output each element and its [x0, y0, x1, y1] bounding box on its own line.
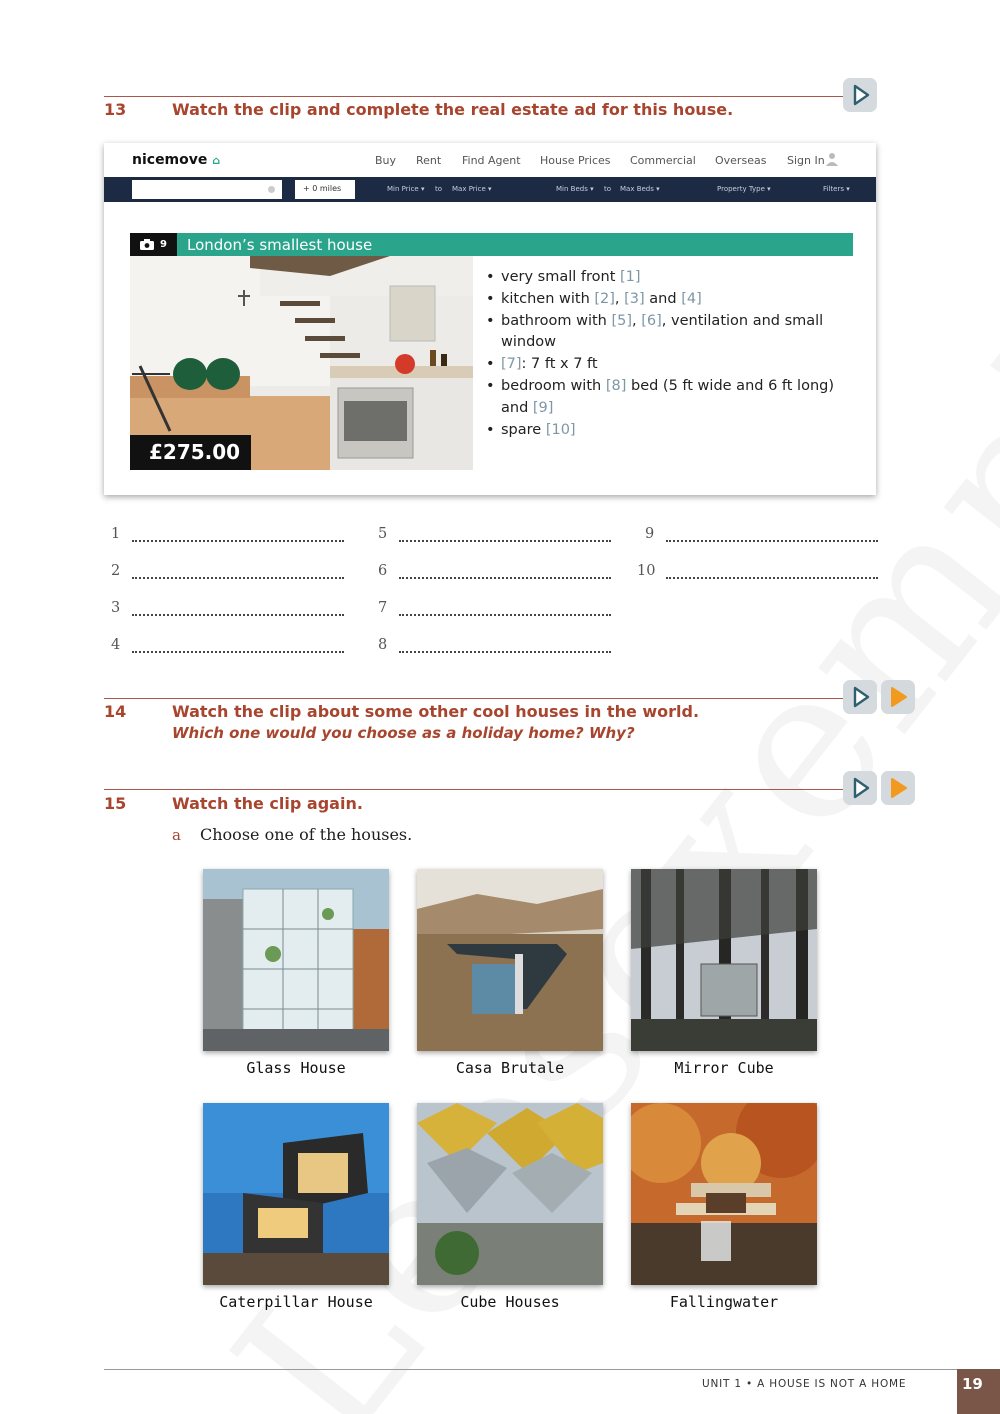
filters-select[interactable]: Filters ▾ — [823, 185, 850, 193]
footer-unit-title: A HOUSE IS NOT A HOME — [757, 1378, 907, 1390]
gap-5: [5] — [611, 312, 633, 329]
feature-text: and — [644, 290, 682, 307]
answer-number: 2 — [111, 563, 121, 579]
footer-unit-label: UNIT 1 — [702, 1378, 742, 1390]
search-bar — [104, 177, 876, 202]
gap-3: [3] — [624, 290, 645, 307]
feature-item — [486, 420, 846, 442]
exercise-15-rule — [104, 789, 844, 790]
fallingwater-photo[interactable] — [631, 1103, 817, 1285]
exercise-13-title: Watch the clip and complete the real estate ad for this house. — [172, 100, 734, 119]
location-search-input[interactable] — [132, 180, 282, 199]
play-icon — [848, 776, 872, 800]
caterpillar-house-photo[interactable] — [203, 1103, 389, 1285]
task-letter: a — [172, 826, 181, 844]
answer-line-9[interactable] — [666, 532, 878, 542]
site-header — [104, 143, 876, 177]
nav-buy[interactable]: Buy — [375, 154, 397, 167]
answer-line-3[interactable] — [132, 606, 344, 616]
feature-text: , — [632, 312, 642, 329]
photo-count-badge[interactable] — [130, 233, 177, 256]
fallingwater-image — [631, 1103, 817, 1285]
nav-commercial[interactable]: Commercial — [630, 154, 696, 167]
feature-text: kitchen with — [501, 290, 595, 307]
answer-number: 1 — [111, 526, 121, 542]
exercise-15-number: 15 — [104, 794, 127, 813]
site-logo[interactable] — [132, 152, 220, 168]
gap-2: [2] — [594, 290, 615, 307]
user-icon[interactable] — [826, 152, 838, 166]
min-beds-select[interactable]: Min Beds ▾ — [556, 185, 594, 193]
play-icon — [848, 685, 872, 709]
max-price-select[interactable]: Max Price ▾ — [452, 185, 492, 193]
kitchen-photo — [130, 256, 473, 470]
feature-text: bedroom with — [501, 377, 606, 394]
exercise-14-number: 14 — [104, 702, 127, 721]
play-icon — [848, 83, 872, 107]
cube-houses-photo[interactable] — [417, 1103, 603, 1285]
nav-rent[interactable]: Rent — [416, 154, 442, 167]
play-filled-icon — [886, 685, 910, 709]
casa-brutale-image — [417, 869, 603, 1051]
answer-number: 7 — [378, 600, 388, 616]
exercise-14-title: Watch the clip about some other cool houses in the world. — [172, 702, 700, 721]
play-audio-button[interactable] — [881, 680, 915, 714]
casa-brutale-photo[interactable] — [417, 869, 603, 1051]
answer-number: 8 — [378, 637, 388, 653]
feature-text: very small front — [501, 269, 620, 285]
answer-line-10[interactable] — [666, 569, 878, 579]
exercise-14-subtitle: Which one would you choose as a holiday home? Why? — [172, 724, 635, 742]
answer-line-5[interactable] — [399, 532, 611, 542]
feature-text: spare — [501, 421, 546, 438]
feature-item — [486, 354, 846, 376]
exercise-13-rule — [104, 96, 844, 97]
listing-title: London’s smallest house — [187, 236, 373, 254]
footer-rule — [104, 1369, 957, 1370]
house-caption: Caterpillar House — [219, 1293, 373, 1311]
answer-number: 5 — [378, 526, 388, 542]
gap-9: [9] — [532, 399, 554, 416]
nav-overseas[interactable]: Overseas — [715, 154, 767, 167]
answer-line-2[interactable] — [132, 569, 344, 579]
glass-house-photo[interactable] — [203, 869, 389, 1051]
gap-4: [4] — [681, 290, 702, 307]
play-filled-icon — [886, 776, 910, 800]
nav-sign-in[interactable]: Sign In — [787, 154, 825, 167]
house-caption: Casa Brutale — [455, 1059, 565, 1077]
filter-to: to — [435, 185, 443, 193]
nav-find-agent[interactable]: Find Agent — [462, 154, 521, 167]
feature-item — [486, 376, 846, 420]
gap-10: [10] — [545, 421, 576, 438]
feature-text: , ventilation and small window — [501, 312, 824, 351]
house-caption: Fallingwater — [669, 1293, 779, 1311]
listing-header — [130, 233, 853, 256]
page-number: 19 — [957, 1369, 1000, 1414]
answer-line-1[interactable] — [132, 532, 344, 542]
house-caption: Mirror Cube — [674, 1059, 774, 1077]
min-price-select[interactable]: Min Price ▾ — [387, 185, 425, 193]
answer-line-6[interactable] — [399, 569, 611, 579]
answer-line-8[interactable] — [399, 643, 611, 653]
site-logo-text: nicemove — [132, 152, 208, 168]
answer-number: 4 — [111, 637, 121, 653]
gap-1: [1] — [620, 269, 641, 285]
answer-number: 3 — [111, 600, 121, 616]
property-type-select[interactable]: Property Type ▾ — [717, 185, 771, 193]
answer-number: 6 — [378, 563, 388, 579]
camera-icon — [140, 239, 154, 250]
photo-count: 9 — [160, 239, 167, 250]
house-caption: Cube Houses — [460, 1293, 560, 1311]
feature-item — [486, 289, 846, 311]
location-icon — [267, 185, 276, 194]
exercise-14-rule — [104, 698, 844, 699]
caterpillar-house-image — [203, 1103, 389, 1285]
feature-text: , — [614, 290, 625, 307]
answer-number: 10 — [637, 563, 656, 579]
house-caption: Glass House — [246, 1059, 346, 1077]
radius-select[interactable]: + 0 miles — [295, 180, 355, 199]
glass-house-image — [203, 869, 389, 1051]
play-video-button[interactable] — [843, 78, 877, 112]
feature-item — [486, 267, 846, 289]
feature-text: bathroom with — [501, 312, 612, 329]
feature-text: : 7 ft x 7 ft — [521, 356, 598, 373]
nav-house-prices[interactable]: House Prices — [540, 154, 611, 167]
listing-price: £275.00 — [130, 435, 251, 470]
cube-houses-image — [417, 1103, 603, 1285]
gap-8: [8] — [605, 377, 627, 394]
footer-separator: • — [746, 1378, 754, 1390]
play-video-button[interactable] — [843, 771, 877, 805]
max-beds-select[interactable]: Max Beds ▾ — [620, 185, 660, 193]
answer-line-7[interactable] — [399, 606, 611, 616]
play-audio-button[interactable] — [881, 771, 915, 805]
gap-6: [6] — [641, 312, 662, 329]
filter-to: to — [604, 185, 612, 193]
footer-unit — [702, 1378, 906, 1390]
house-icon: ⌂ — [212, 154, 221, 167]
real-estate-website — [104, 143, 876, 495]
exercise-15-title: Watch the clip again. — [172, 794, 363, 813]
exercise-13-number: 13 — [104, 100, 127, 119]
gap-7: [7] — [501, 356, 522, 373]
mirror-cube-photo[interactable] — [631, 869, 817, 1051]
answer-number: 9 — [645, 526, 655, 542]
feature-text: bed (5 ft wide and 6 ft long) and — [501, 377, 834, 416]
play-video-button[interactable] — [843, 680, 877, 714]
listing-features — [486, 267, 846, 441]
task-text: Choose one of the houses. — [200, 825, 413, 844]
answer-line-4[interactable] — [132, 643, 344, 653]
feature-item — [486, 311, 846, 355]
mirror-cube-image — [631, 869, 817, 1051]
